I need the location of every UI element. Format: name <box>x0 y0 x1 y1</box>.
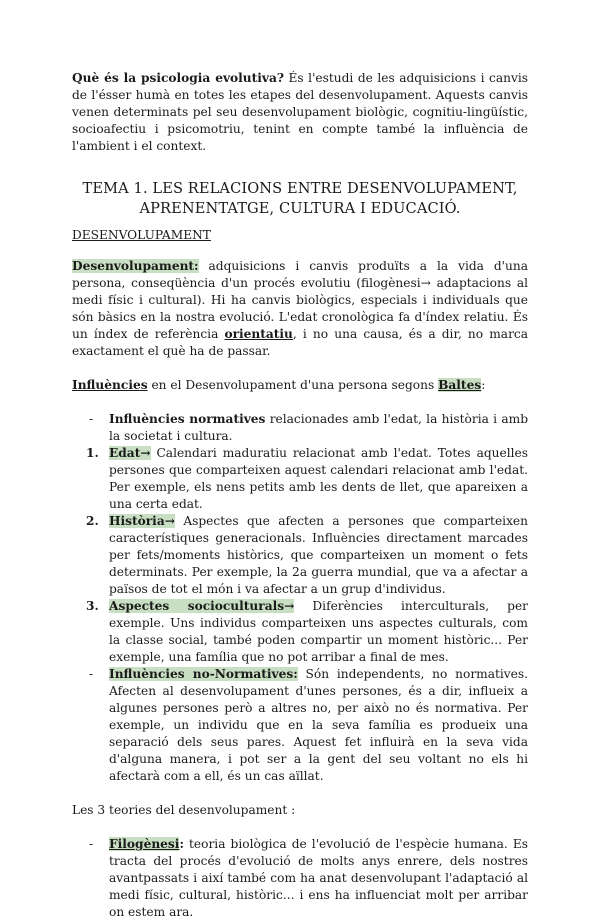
list-item-term: Filogènesi <box>109 837 180 851</box>
theories-intro: Les 3 teories del desenvolupament : <box>72 803 296 817</box>
influences-heading-text: en el Desenvolupament d'una persona segons <box>147 378 439 392</box>
intro-paragraph <box>72 70 528 155</box>
definition-term: Desenvolupament: <box>72 259 199 273</box>
list-marker: - <box>89 412 94 426</box>
list-item-term: Influències normatives <box>109 412 266 426</box>
definition-text-1: adquisicions i canvis produïts a la vida d'una persona, conseqüència d'un procés evolutiu (filogènesi→ adaptacions al medi físic i cultural). Hi ha canvis biològics, especials i individuals que són bàsics en la nostra evolució. L'edat cronològica fa d'índex relatiu. És un índex de referència <box>72 259 528 341</box>
list-item-text: relacionades amb l'edat, la història i amb la societat i cultura. <box>109 412 529 443</box>
list-item <box>72 411 528 445</box>
influences-list <box>72 411 528 785</box>
list-marker: 1. <box>86 446 99 460</box>
list-item-text: Calendari maduratiu relacionat amb l'edat. Totes aquelles persones que comparteixen aquest calendari relacionat amb l'edat. Per exemple, els nens petits amb les dents de llet, que apareixen a una certa edat. <box>109 446 528 511</box>
definition-paragraph <box>72 258 528 360</box>
list-item-text: teoria biològica de l'evolució de l'espècie humana. Es tracta del procés d'evolució de molts anys enrere, dels nostres avantpassats i així també com ha anat desenvolupant l'adaptació al medi físic, cultural, històric... i ens ha influenciat molt per arribar on estem ara. <box>109 837 528 919</box>
influences-heading <box>72 377 528 394</box>
list-item-term: Història→ <box>109 514 175 528</box>
list-item-text: Són independents, no normatives. Afecten al desenvolupament d'unes persones, és a dir, influeix a algunes persones però a altres no, per això no és normativa. Per exemple, un individu que en la seva família es produeix una separació dels seus pares. Aquest fet influirà en la seva vida d'alguna manera, i pot ser a la gent del seu voltant no els hi afectarà com a ell, és un cas aïllat. <box>109 667 528 783</box>
list-item-colon: : <box>179 837 184 851</box>
list-marker: 3. <box>86 599 99 613</box>
list-marker: - <box>89 837 94 851</box>
list-item <box>72 836 528 921</box>
list-item-term: Influències no-Normatives: <box>109 667 298 681</box>
list-marker: 2. <box>86 514 99 528</box>
tema-title: TEMA 1. LES RELACIONS ENTRE DESENVOLUPAMENT, APRENENTATGE, CULTURA I EDUCACIÓ. <box>82 180 518 217</box>
list-item-term: Aspectes socioculturals→ <box>109 599 295 613</box>
influences-heading-colon: : <box>481 378 486 392</box>
list-marker: - <box>89 667 94 681</box>
list-item <box>72 666 528 785</box>
theories-list <box>72 836 528 921</box>
definition-emphasis: orientatiu <box>224 327 293 341</box>
list-item <box>72 598 528 666</box>
list-item <box>72 445 528 513</box>
intro-text: És l'estudi de les adquisicions i canvis de l'ésser humà en totes les etapes del desenvolupament. Aquests canvis venen determinats pel seu desenvolupament biològic, cognitiu-lingüístic, socioafectiu i psicomotriu, tenint en compte també la influència de l'ambient i el context. <box>72 71 528 153</box>
list-item-term: Edat→ <box>109 446 151 460</box>
list-item <box>72 513 528 598</box>
list-item-text: Aspectes que afecten a persones que comparteixen característiques generacionals. Influències directament marcades per fets/moments històrics, que comparteixen un moment o fets determinats. Per exemple, la 2a guerra mundial, que va a afectar a països de tot el món i va afectar a un grup d'individus. <box>109 514 528 596</box>
influences-label: Influències <box>72 378 148 392</box>
author-name: Baltes <box>438 378 482 392</box>
section-title: DESENVOLUPAMENT <box>72 228 211 242</box>
intro-question: Què és la psicologia evolutiva? <box>72 71 285 85</box>
list-item-text: Diferències interculturals, per exemple. Uns individus comparteixen uns aspectes culturals, com la classe social, també poden compartir un moment històric... Per exemple, una família que no pot arribar a final de mes. <box>109 599 528 664</box>
definition-text-2: , i no una causa, és a dir, no marca exactament el què ha de passar. <box>72 327 528 358</box>
